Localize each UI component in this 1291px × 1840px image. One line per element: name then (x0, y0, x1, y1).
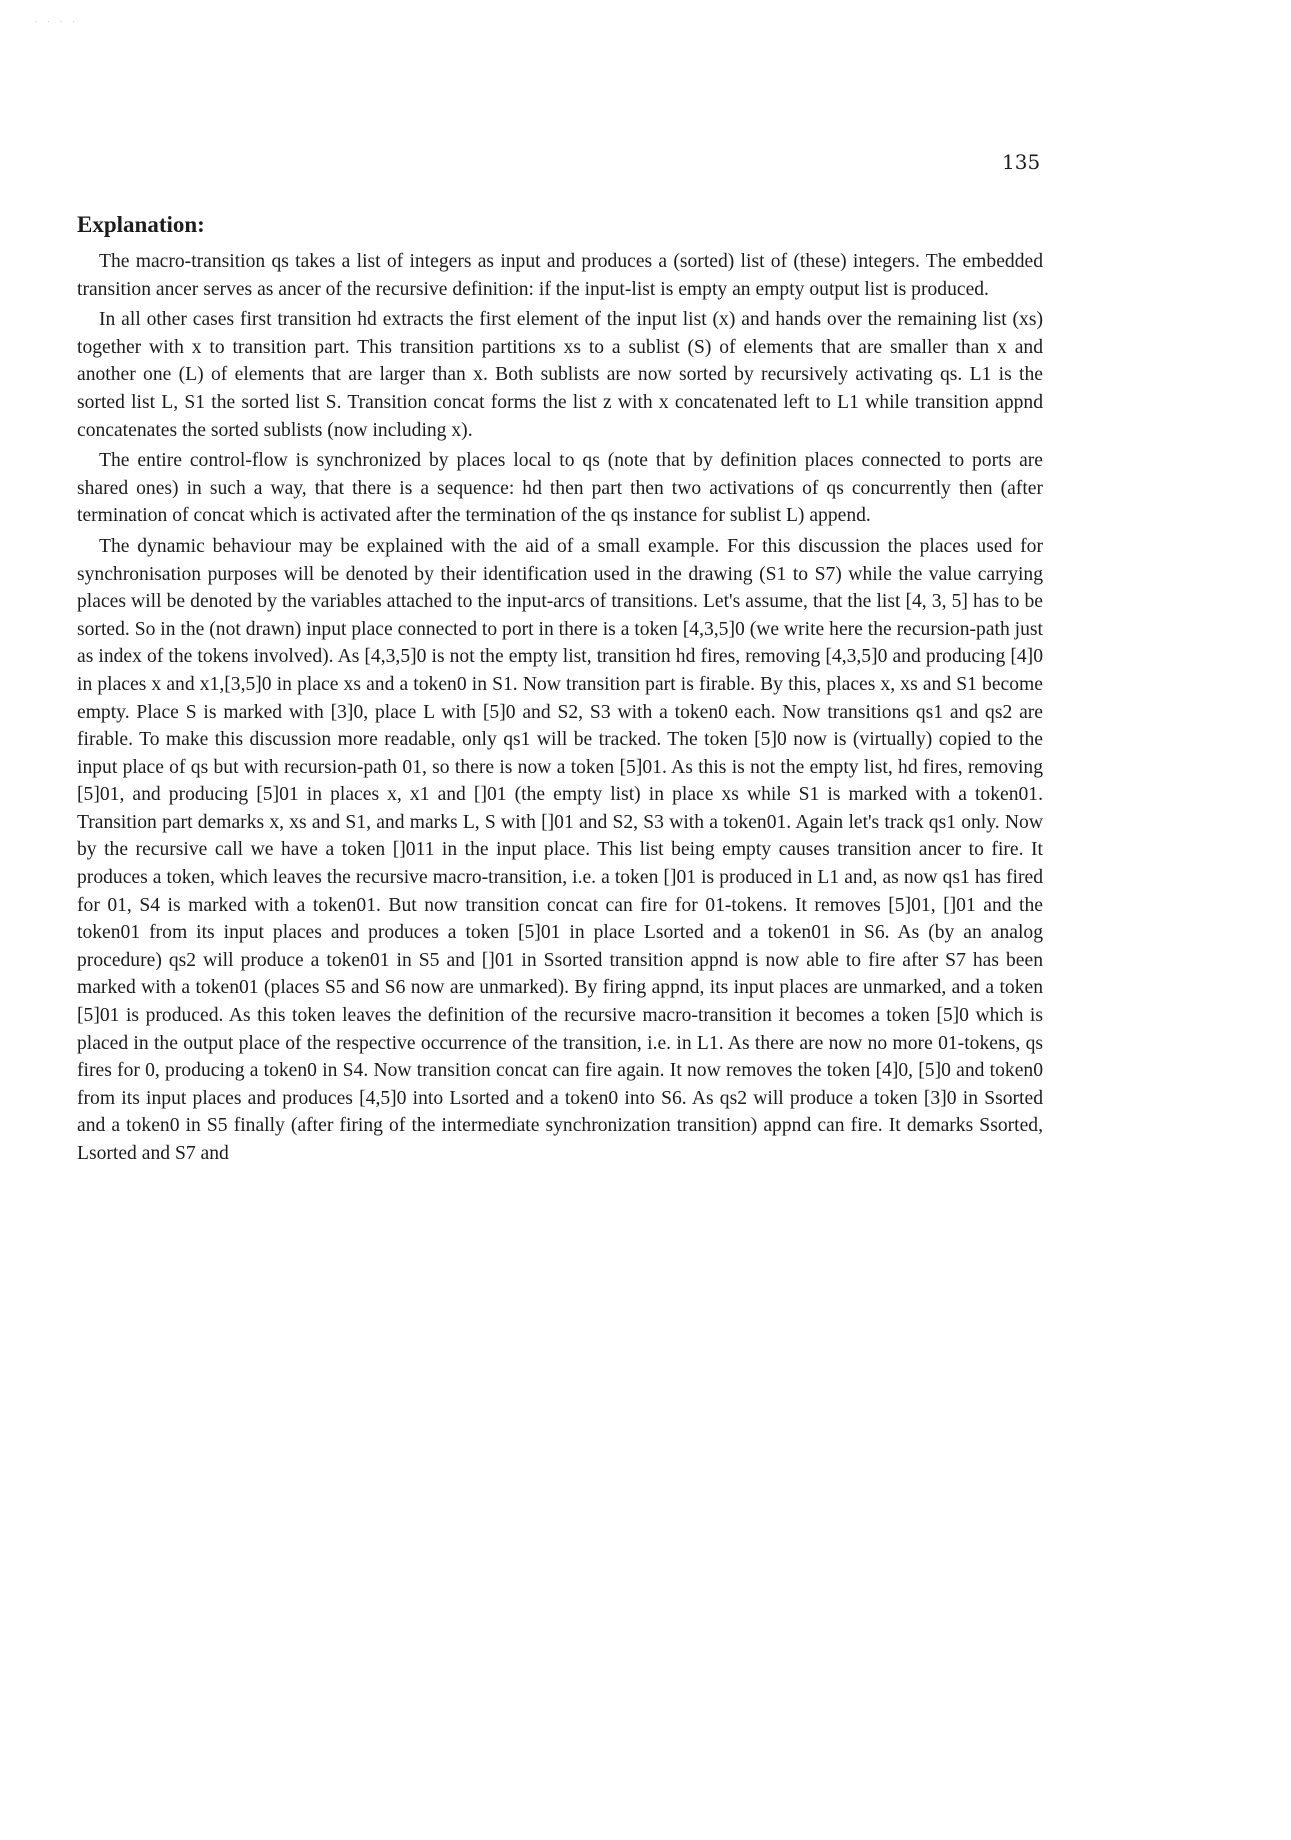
explanation-section (77, 212, 1043, 1168)
paragraph-recursion: In all other cases first transition hd extracts the first element of the input list (x) and hands over the remaining list (xs) together with x to transition part. This transition partitions xs to a sublist (S) of elements that are smaller than x and another one (L) of elements that are larger than x. Both sublists are now sorted by recursively activating qs. L1 is the sorted list L, S1 the sorted list S. Transition concat forms the list z with x concatenated left to L1 while transition appnd concatenates the sorted sublists (now including x). (77, 309, 1043, 441)
page-number: 135 (1002, 150, 1041, 174)
scan-mark: · · · · (35, 18, 79, 26)
paragraph-overview: The macro-transition qs takes a list of integers as input and produces a (sorted) list of (these) integers. The embedded transition ancer serves as ancer of the recursive definition: if the input-list is empty an empty output list is produced. (77, 251, 1043, 300)
paragraph-control-flow: The entire control-flow is synchronized by places local to qs (note that by definition places connected to ports are shared ones) in such a way, that there is a sequence: hd then part then two activations of qs concurrently then (after termination of concat which is activated after the termination of the qs instance for sublist L) append. (77, 450, 1043, 527)
section-heading: Explanation: (77, 212, 205, 237)
paragraph-example: The dynamic behaviour may be explained with the aid of a small example. For this discussion the places used for synchronisation purposes will be denoted by their identification used in the drawing (S1 to S7) while the value carrying places will be denoted by the variables attached to the input-arcs of transitions. Let's assume, that the list [4, 3, 5] has to be sorted. So in the (not drawn) input place connected to port in there is a token [4,3,5]0 (we write here the recursion-path just as index of the tokens involved). As [4,3,5]0 is not the empty list, transition hd fires, removing [4,3,5]0 and producing [4]0 in places x and x1,[3,5]0 in place xs and a token0 in S1. Now transition part is firable. By this, places x, xs and S1 become empty. Place S is marked with [3]0, place L with [5]0 and S2, S3 with a token0 each. Now transitions qs1 and qs2 are firable. To make this discussion more readable, only qs1 will be tracked. The token [5]0 now is (virtually) copied to the input place of qs but with recursion-path 01, so there is now a token [5]01. As this is not the empty list, hd fires, removing [5]01, and producing [5]01 in places x, x1 and []01 (the empty list) in place xs while S1 is marked with a token01. Transition part demarks x, xs and S1, and marks L, S with []01 and S2, S3 with a token01. Again let's track qs1 only. Now by the recursive call we have a token []011 in the input place. This list being empty causes transition ancer to fire. It produces a token, which leaves the recursive macro-transition, i.e. a token []01 is produced in L1 and, as now qs1 has fired for 01, S4 is marked with a token01. But now transition concat can fire for 01-tokens. It removes [5]01, []01 and the token01 from its input places and produces a token [5]01 in place Lsorted and a token01 in S6. As (by an analog procedure) qs2 will produce a token01 in S5 and []01 in Ssorted transition appnd is now able to fire after S7 has been marked with a token01 (places S5 and S6 now are unmarked). By firing appnd, its input places are unmarked, and a token [5]01 is produced. As this token leaves the definition of the recursive macro-transition it becomes a token [5]0 which is placed in the output place of the respective occurrence of the transition, i.e. in L1. As there are now no more 01-tokens, qs fires for 0, producing a token0 in S4. Now transition concat can fire again. It now removes the token [4]0, [5]0 and token0 from its input places and produces [4,5]0 into Lsorted and a token0 into S6. As qs2 will produce a token [3]0 in Ssorted and a token0 in S5 finally (after firing of the intermediate synchronization transition) appnd can fire. It demarks Ssorted, Lsorted and S7 and (77, 535, 1043, 1164)
